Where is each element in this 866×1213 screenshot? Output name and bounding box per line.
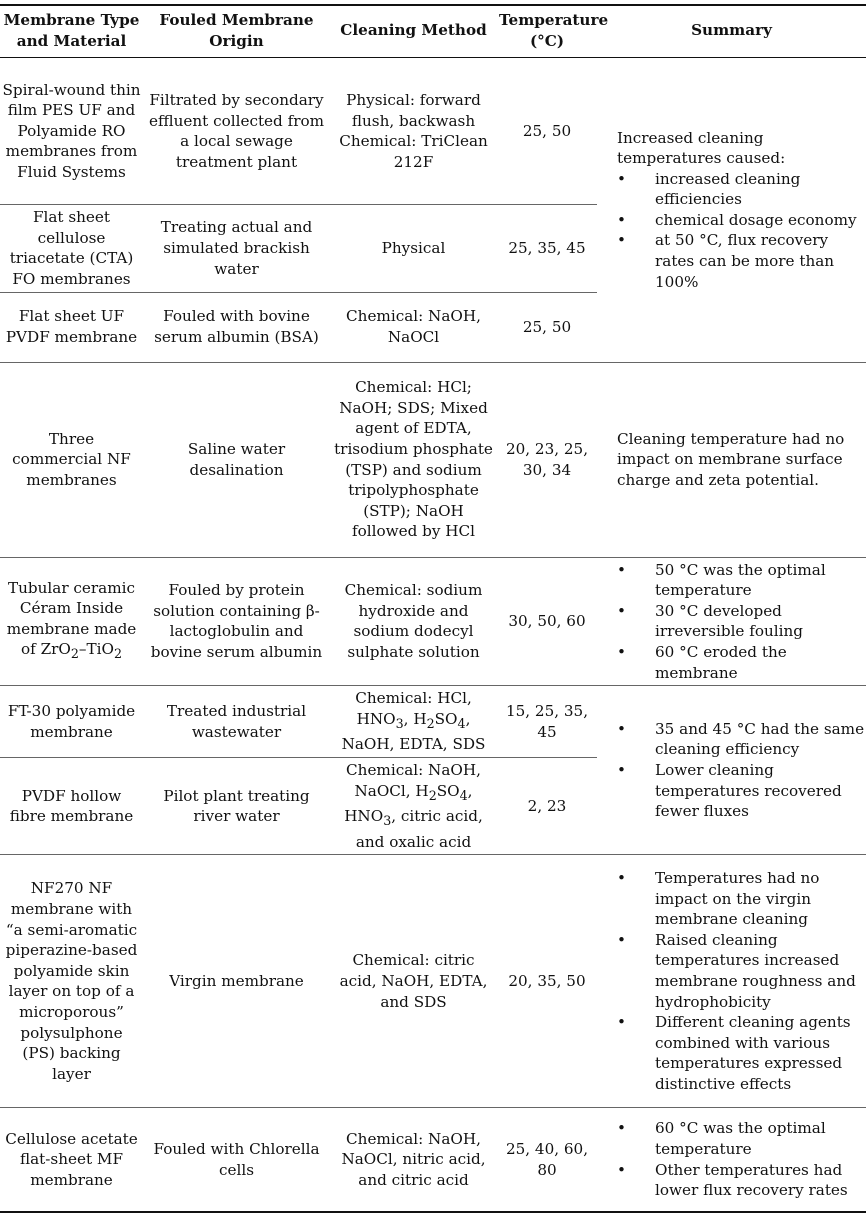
cell-method: Chemical: NaOH, NaOCl, nitric acid, and citric acid — [330, 1108, 497, 1212]
header-membrane: Membrane Type and Material — [0, 5, 143, 58]
cell-method: Physical: forward flush, backwash Chemical: TriClean 212F — [339, 91, 488, 171]
summary-bullets — [617, 1118, 866, 1200]
cell-membrane: Cellulose acetate flat-sheet MF membrane — [0, 1108, 143, 1212]
cell-method: Chemical: sodium hydroxide and sodium dodecyl sulphate solution — [330, 557, 497, 686]
summary-bullets — [617, 560, 866, 684]
cell-temperature: 25, 50 — [497, 292, 597, 362]
table-row — [0, 58, 866, 205]
cell-temperature: 20, 23, 25, 30, 34 — [497, 362, 597, 557]
cell-summary-group1 — [597, 58, 866, 362]
list-item: • 30 °C developed irreversible fouling — [617, 601, 866, 642]
table-row — [0, 362, 866, 557]
table-row — [0, 557, 866, 686]
cell-membrane: Three commercial NF membranes — [0, 362, 143, 557]
cell-membrane: Tubular ceramic Céram Inside membrane made of ZrO$_2$–TiO$_2$ — [0, 557, 143, 686]
cell-membrane: NF270 NF membrane with “a semi-aromatic piperazine-based polyamide skin layer on top of a microporous” polysulphone (PS) backing layer — [0, 855, 143, 1108]
cell-origin: Treating actual and simulated brackish water — [143, 205, 330, 292]
cell-summary-group2: Cleaning temperature had no impact on membrane surface charge and zeta potential. — [597, 362, 866, 557]
list-item: • Temperatures had no impact on the virgin membrane cleaning — [617, 868, 866, 930]
table-row — [0, 855, 866, 1108]
list-item: • 35 and 45 °C had the same cleaning efficiency — [617, 719, 866, 760]
summary-bullets — [617, 868, 866, 1095]
list-item: • Raised cleaning temperatures increased membrane roughness and hydrophobicity — [617, 930, 866, 1012]
cell-temperature: 30, 50, 60 — [497, 557, 597, 686]
cell-origin: Fouled with bovine serum albumin (BSA) — [143, 292, 330, 362]
list-item: • Lower cleaning temperatures recovered fewer fluxes — [617, 760, 866, 822]
cell-temperature: 25, 40, 60, 80 — [497, 1108, 597, 1212]
cell-summary-group5 — [597, 855, 866, 1108]
cell-method: Chemical: HCl; NaOH; SDS; Mixed agent of EDTA, trisodium phosphate (TSP) and sodium tripolyphosphate (STP); NaOH followed by HCl — [330, 362, 497, 557]
cell-origin: Filtrated by secondary effluent collected from a local sewage treatment plant — [148, 91, 325, 171]
cell-origin: Pilot plant treating river water — [143, 757, 330, 854]
table-row — [0, 1108, 866, 1212]
cell-method: Chemical: NaOH, NaOCl, $H_2SO_4$, $HNO_3$, citric acid, and oxalic acid — [330, 757, 497, 854]
cell-method: Chemical: HCl, $HNO_3$, $H_2SO_4$, NaOH, EDTA, SDS — [330, 686, 497, 758]
header-summary: Summary — [597, 5, 866, 58]
cell-membrane: Flat sheet UF PVDF membrane — [0, 292, 143, 362]
header-method: Cleaning Method — [330, 5, 497, 58]
list-item: • Different cleaning agents combined with various temperatures expressed distinctive effects — [617, 1012, 866, 1094]
cell-origin: Fouled with Chlorella cells — [143, 1108, 330, 1212]
summary-bullets — [617, 169, 866, 293]
list-item: • chemical dosage economy — [617, 210, 866, 231]
cell-temperature: 20, 35, 50 — [497, 855, 597, 1108]
header-origin: Fouled Membrane Origin — [143, 5, 330, 58]
table-row — [0, 686, 866, 758]
cell-temperature: 25, 50 — [522, 121, 572, 140]
cell-origin: Fouled by protein solution containing β-lactoglobulin and bovine serum albumin — [143, 557, 330, 686]
cell-membrane: PVDF hollow fibre membrane — [0, 757, 143, 854]
cell-method: Chemical: NaOH, NaOCl — [330, 292, 497, 362]
cell-summary-group3 — [597, 557, 866, 686]
list-item: • 60 °C was the optimal temperature — [617, 1118, 866, 1159]
header-row — [0, 5, 866, 58]
list-item: • Other temperatures had lower flux recovery rates — [617, 1160, 866, 1201]
summary-bullets — [617, 719, 866, 822]
summary-intro: Increased cleaning temperatures caused: — [617, 128, 786, 168]
list-item: • 50 °C was the optimal temperature — [617, 560, 866, 601]
cell-membrane: Spiral-wound thin film PES UF and Polyamide RO membranes from Fluid Systems — [2, 80, 141, 182]
cell-summary-group4 — [597, 686, 866, 855]
cell-membrane: FT-30 polyamide membrane — [0, 686, 143, 758]
cell-temperature: 25, 35, 45 — [497, 205, 597, 292]
cell-temperature: 2, 23 — [497, 757, 597, 854]
cell-origin: Treated industrial wastewater — [143, 686, 330, 758]
list-item: • increased cleaning efficiencies — [617, 169, 866, 210]
cell-temperature: 15, 25, 35, 45 — [497, 686, 597, 758]
cell-method: Chemical: citric acid, NaOH, EDTA, and SDS — [330, 855, 497, 1108]
cell-method: Physical — [330, 205, 497, 292]
cell-origin: Virgin membrane — [143, 855, 330, 1108]
cell-membrane: Flat sheet cellulose triacetate (CTA) FO membranes — [0, 205, 143, 292]
cell-origin: Saline water desalination — [143, 362, 330, 557]
membrane-cleaning-table — [0, 4, 866, 1213]
header-temperature: Temperature (°C) — [497, 5, 597, 58]
cell-summary-group6 — [597, 1108, 866, 1212]
list-item: • at 50 °C, flux recovery rates can be more than 100% — [617, 230, 866, 292]
list-item: • 60 °C eroded the membrane — [617, 642, 866, 683]
